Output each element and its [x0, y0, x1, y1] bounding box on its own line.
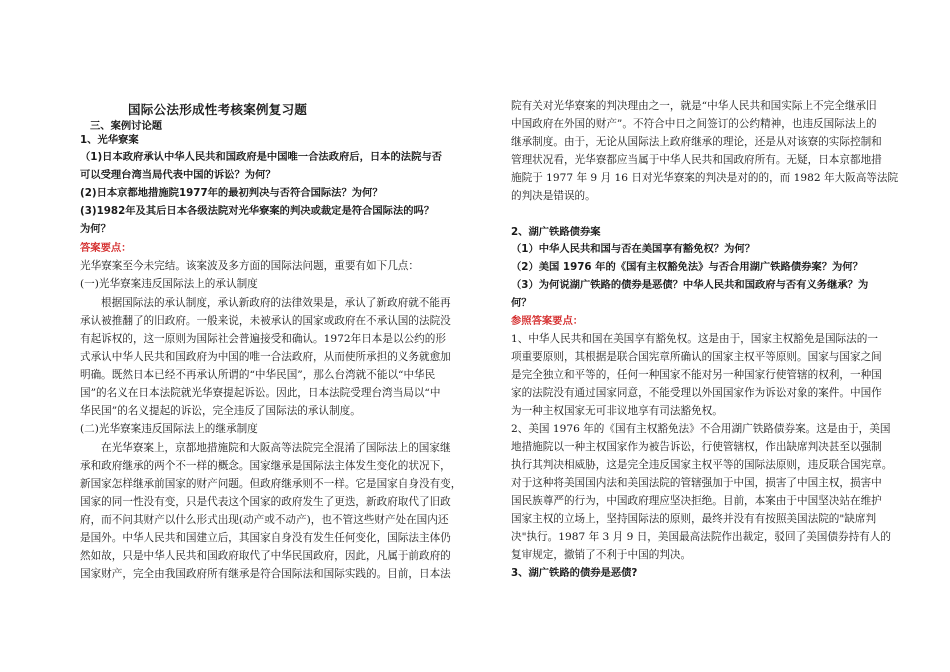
case1-para-2-line-7: 然如故，只是中华人民共和国政府取代了中华民国政府，因此，凡属于前政府的: [80, 550, 451, 562]
case2-question-3-line-2: 何？: [511, 297, 532, 309]
case2-answer-2-line-3: 执行其判决相威胁，这是完全违反国家主权平等的国际法原则，违反联合国宪章。: [511, 459, 893, 471]
case2-answer-2-line-4: 对于这种将美国国内法和美国法院的管辖强加于中国，损害了中国主权，损害中: [511, 477, 882, 489]
case2-answer-1-line-1: 1、中华人民共和国在美国享有豁免权。这是由于，国家主权豁免是国际法的一: [511, 333, 878, 345]
case1-answer-label: 答案要点：: [80, 242, 132, 254]
case2-question-2: （2）美国 1976 年的《国有主权豁免法》与否合用湖广铁路债券案？为何？: [511, 261, 863, 273]
case1-para-1-line-3: 有起诉权的，这一原则为国际社会普遍接受和确认。1972年日本是以公约的形: [80, 333, 446, 345]
case1-continued-line-5: 施院于 1977 年 9 月 16 日对光华寮案的判决是对的的，而 1982 年大阪高等法院: [511, 172, 899, 184]
case2-answer-2-line-5: 国民族尊严的行为，中国政府理应坚决拒绝。目前，本案由于中国坚决站在维护: [511, 495, 882, 507]
case2-answer-1-line-5: 为一种主权国家无可非议地享有司法豁免权。: [511, 405, 723, 417]
case2-answer-2-line-6: 国家主权的立场上，坚持国际法的原则，最终并没有有按照美国法院的"缺席判: [511, 513, 877, 525]
case2-answer-1-line-3: 是完全独立和平等的，任何一种国家不能对另一种国家行使管辖的权利，一种国: [511, 369, 882, 381]
case1-continued-line-1: 院有关对光华寮案的判决理由之一，就是“中华人民共和国实际上不完全继承旧: [511, 100, 877, 112]
case1-para-1-line-7: 华民国”的名义提起的诉讼，完全违反了国际法的承认制度。: [80, 405, 361, 417]
case1-continued-line-4: 管理状况看，光华寮都应当属于中华人民共和国政府所有。无疑，日本京都地措: [511, 154, 882, 166]
case2-question-1: （1）中华人民共和国与否在美国享有豁免权？为何？: [511, 243, 755, 255]
case2-heading: 2、湖广铁路债券案: [511, 226, 601, 238]
case1-question-1-line-1: （1)日本政府承认中华人民共和国政府是中国唯一合法政府后，日本的法院与否: [80, 151, 442, 163]
case1-para-2-line-2: 承和政府继承的两个不一样的概念。国家继承是国际法主体发生变化的状况下，: [80, 460, 451, 472]
case1-para-1-line-4: 式承认中华人民共和国政府为中国的唯一合法政府，从而使所承担的义务就愈加: [80, 351, 451, 363]
page-title: 国际公法形成性考核案例复习题: [128, 102, 308, 117]
case1-question-1-line-2: 可以受理台湾当局代表中国的诉讼？为何？: [80, 169, 276, 181]
case1-subheading-1: (一)光华寮案违反国际法上的承认制度: [80, 278, 258, 290]
case2-answer-1-line-4: 家的法院没有通过国家同意，不能受理以外国国家作为诉讼对象的案件。中国作: [511, 387, 882, 399]
case1-para-1-line-5: 明确。既然日本已经不再承认所谓的“中华民国”，那么台湾就不能以“中华民: [80, 369, 436, 381]
case2-answer-2-line-2: 地措施院以一种主权国家作为被告诉讼，行使管辖权，作出缺席判决甚至以强制: [511, 441, 882, 453]
case1-question-3-line-2: 为何？: [80, 223, 111, 235]
case1-question-3-line-1: (3)1982年及其后日本各级法院对光华寮案的判决或裁定是符合国际法的吗？: [80, 205, 435, 217]
case1-intro: 光华寮案至今未完结。该案波及多方面的国际法问题，重要有如下几点：: [80, 260, 419, 272]
case1-question-2: (2)日本京都地措施院1977年的最初判决与否符合国际法？为何？: [80, 187, 383, 199]
section-heading: 三、案例讨论题: [90, 120, 163, 132]
case1-para-2-line-3: 新国家怎样继承前国家的财产问题。但政府继承则不一样。它是国家自身没有变，: [80, 478, 462, 490]
case1-heading: 1、光华寮案: [80, 134, 139, 146]
case2-question-3-line-1: （3）为何说湖广铁路的债券是恶债？中华人民共和国政府与否有义务继承？为: [511, 279, 869, 291]
case2-question-3-heading: 3、湖广铁路的债券是恶债?: [511, 567, 638, 579]
case1-para-2-line-5: 府，而不问其财产以什么形式出现(动产或不动产)，也不管这些财产处在国内还: [80, 514, 449, 526]
case1-para-2-line-8: 国家财产，完全由我国政府所有继承是符合国际法和国际实践的。目前，日本法: [80, 568, 451, 580]
case1-para-2-line-1: 在光华寮案上，京都地措施院和大阪高等法院完全混淆了国际法上的国家继: [101, 442, 451, 454]
case2-answer-2-line-7: 决"执行。1987 年 3 月 9 日，美国最高法院作出裁定，驳回了美国债券持有人的: [511, 531, 891, 543]
case1-continued-line-6: 的判决是错误的。: [511, 190, 596, 202]
case2-answer-2-line-8: 复审规定，撤销了不利于中国的判决。: [511, 549, 692, 561]
case2-answer-1-line-2: 项重要原则，其根据是联合国宪章所确认的国家主权平等原则。国家与国家之间: [511, 351, 882, 363]
case2-answer-label: 参照答案要点：: [511, 315, 584, 327]
case1-para-1-line-1: 根据国际法的承认制度，承认新政府的法律效果是，承认了新政府就不能再: [101, 297, 451, 309]
case1-para-2-line-6: 是国外。中华人民共和国建立后，其国家自身没有发生任何变化，国际法主体仍: [80, 532, 451, 544]
case2-answer-2-line-1: 2、美国 1976 年的《国有主权豁免法》不合用湖广铁路债券案。这是由于，美国: [511, 423, 891, 435]
case1-para-1-line-6: 国”的名义在日本法院就光华寮提起诉讼。因此，日本法院受理台湾当局以“中: [80, 387, 441, 399]
case1-continued-line-2: 中国政府在外国的财产”。不符合中日之间签订的公约精神，也违反国际法上的: [511, 118, 877, 130]
case1-para-2-line-4: 国家的同一性没有变，只是代表这个国家的政府发生了更迭，新政府取代了旧政: [80, 496, 451, 508]
case1-continued-line-3: 继承制度。由于，无论从国际法上政府继承的理论，还是从对该寮的实际控制和: [511, 136, 882, 148]
case1-subheading-2: (二)光华寮案违反国际法上的继承制度: [80, 423, 258, 435]
case1-para-1-line-2: 承认被推翻了的旧政府。一般来说，未被承认的国家或政府在不承认国的法院没: [80, 315, 451, 327]
